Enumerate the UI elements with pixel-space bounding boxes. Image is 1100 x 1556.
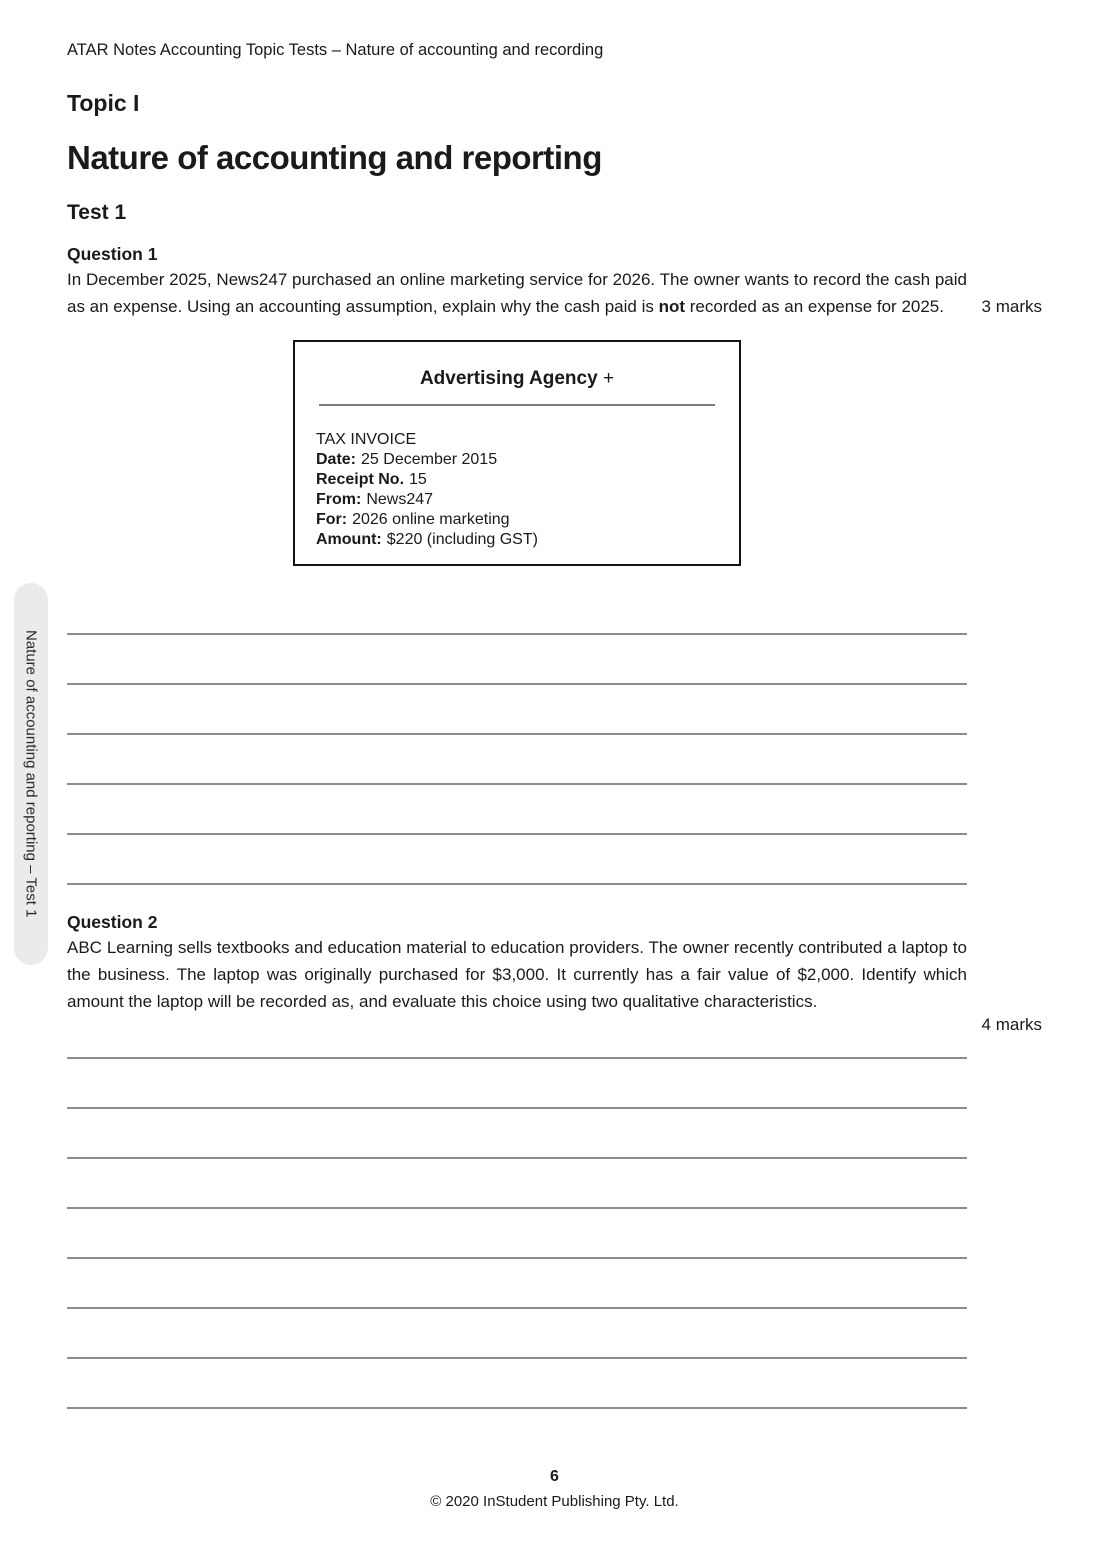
test-label: Test 1 [67, 201, 127, 224]
invoice-amount-label: Amount: [316, 531, 382, 548]
question-2-marks: 4 marks [981, 1015, 1042, 1034]
running-header: ATAR Notes Accounting Topic Tests – Nature of accounting and recording [67, 41, 604, 59]
page-content [67, 0, 1042, 1512]
answer-line [67, 783, 967, 785]
invoice-date-value: 25 December 2015 [361, 451, 498, 468]
topic-label: Topic I [67, 90, 140, 116]
invoice-from-value: News247 [366, 491, 434, 508]
answer-line [67, 1157, 967, 1159]
page-number: 6 [550, 1468, 559, 1485]
question-2-answer-lines [67, 1057, 967, 1409]
answer-line [67, 1207, 967, 1209]
answer-line [67, 883, 967, 885]
question-2-heading: Question 2 [67, 912, 158, 932]
answer-line [67, 1257, 967, 1259]
answer-line [67, 733, 967, 735]
tax-invoice-box [293, 340, 741, 566]
invoice-company-name [295, 369, 739, 388]
invoice-row-from [316, 490, 719, 510]
invoice-row-for [316, 510, 719, 530]
answer-line [67, 683, 967, 685]
invoice-row-receipt [316, 470, 719, 490]
page-title: Nature of accounting and reporting [67, 139, 602, 176]
answer-line [67, 1107, 967, 1109]
invoice-amount-value: $220 (including GST) [386, 531, 538, 548]
answer-line [67, 1357, 967, 1359]
invoice-from-label: From: [316, 491, 362, 508]
page-footer [67, 1467, 1042, 1512]
question-2-paragraph-column [67, 934, 967, 1015]
question-1-text-part-2: recorded as an expense for 2025. [685, 297, 944, 316]
invoice-receipt-value: 15 [409, 471, 427, 488]
question-2-text: ABC Learning sells textbooks and education material to education providers. The owner recently contributed a laptop to the business. The laptop was originally purchased for $3,000. It currently has a fair value of $2,000. Identify which amount the laptop will be recorded as, and evaluate this choice using two qualitative characteristics. [67, 938, 967, 1011]
answer-line [67, 1307, 967, 1309]
invoice-company-suffix: + [602, 368, 615, 389]
invoice-row-amount [316, 530, 719, 550]
question-1-answer-lines [67, 633, 967, 885]
invoice-date-label: Date: [316, 451, 357, 468]
answer-line [67, 1407, 967, 1409]
question-1-text-part-1: In December 2025, News247 purchased an online marketing service for 2026. The owner wants to record the cash paid as an expense. Using an accounting assumption, explain why the cash paid is [67, 270, 967, 316]
side-tab-label: Nature of accounting and reporting – Test 1 [22, 630, 40, 918]
question-1-heading: Question 1 [67, 244, 158, 264]
invoice-column [67, 340, 967, 566]
invoice-details [316, 430, 719, 550]
invoice-for-label: For: [316, 511, 348, 528]
answer-line [67, 833, 967, 835]
invoice-company-text: Advertising Agency [419, 368, 598, 389]
question-1-text [67, 266, 967, 320]
question-1-marks: 3 marks [981, 297, 1042, 316]
invoice-doc-type: TAX INVOICE [316, 431, 417, 448]
invoice-for-value: 2026 online marketing [352, 511, 510, 528]
answer-line [67, 1057, 967, 1059]
side-tab [14, 583, 48, 965]
question-1-bold-word: not [658, 297, 686, 316]
invoice-divider [319, 404, 715, 406]
answer-line [67, 633, 967, 635]
question-1-paragraph-column [67, 266, 967, 320]
invoice-row-date [316, 450, 719, 470]
invoice-receipt-label: Receipt No. [316, 471, 405, 488]
copyright-line: © 2020 InStudent Publishing Pty. Ltd. [430, 1493, 679, 1510]
